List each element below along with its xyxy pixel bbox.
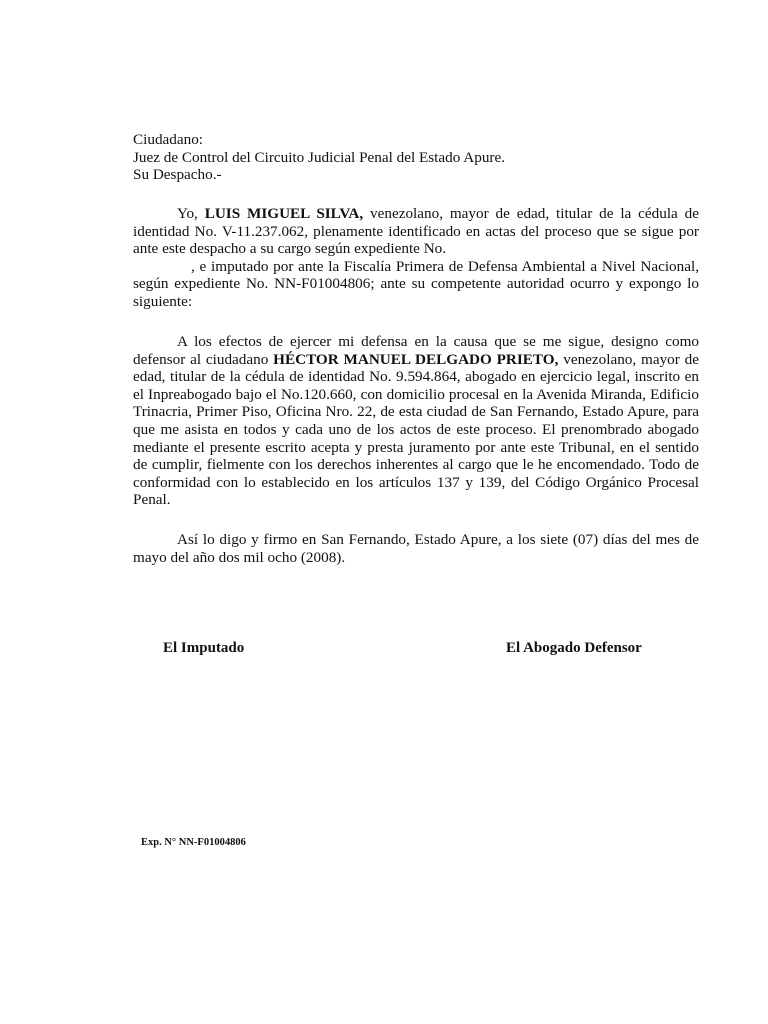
- signature-defender: El Abogado Defensor: [506, 640, 642, 656]
- paragraph1-text-b: , e imputado por ante la Fiscalía Primera de Defensa Ambiental a Nivel Nacional, según expediente No. NN-F01004806; ante su competente autoridad ocurro y expongo lo siguiente:: [133, 257, 699, 310]
- signature-defendant: El Imputado: [163, 640, 245, 656]
- defendant-name: LUIS MIGUEL SILVA,: [204, 205, 364, 222]
- paragraph-designation: [133, 333, 699, 509]
- paragraph2-prefix: A los efectos de ejercer mi defensa en la causa que se me sigue, designo como defensor al ciudadano: [133, 333, 699, 368]
- paragraph-closing: [133, 531, 699, 566]
- addressee-salutation: Ciudadano:: [133, 131, 204, 148]
- paragraph-identification: [133, 205, 699, 311]
- paragraph1-text-a: venezolano, mayor de edad, titular de la cédula de identidad No. V-11.237.062, plenamente identificado en actas del proceso que se sigue por ante este despacho a su cargo según expediente No.: [133, 205, 699, 258]
- paragraph2-text: venezolano, mayor de edad, titular de la cédula de identidad No. 9.594.864, abogado en ejercicio legal, inscrito en el Inpreabogado bajo el No.120.660, con domicilio procesal en la Avenida Miranda, Edificio Trinacria, Primer Piso, Oficina Nro. 22, de esta ciudad de San Fernando, Estado Apure, para que me asista en todos y cada uno de los actos de este proceso. El prenombrado abogado mediante el presente escrito acepta y presta juramento por ante este Tribunal, en el sentido de cumplir, fielmente con los derechos inherentes al cargo que le he encomendado. Todo de conformidad con lo establecido en los artículos 137 y 139, del Código Orgánico Procesal Penal.: [133, 350, 699, 509]
- paragraph3-text: Así lo digo y firmo en San Fernando, Estado Apure, a los siete (07) días del mes de mayo del año dos mil ocho (2008).: [133, 531, 699, 566]
- case-number-footer: Exp. N° NN-F01004806: [141, 837, 246, 848]
- addressee-judge: Juez de Control del Circuito Judicial Penal del Estado Apure.: [133, 148, 506, 166]
- addressee-block: [133, 131, 699, 184]
- paragraph1-prefix: Yo,: [177, 205, 205, 222]
- addressee-office: Su Despacho.-: [133, 166, 222, 184]
- defender-name: HÉCTOR MANUEL DELGADO PRIETO,: [273, 350, 559, 368]
